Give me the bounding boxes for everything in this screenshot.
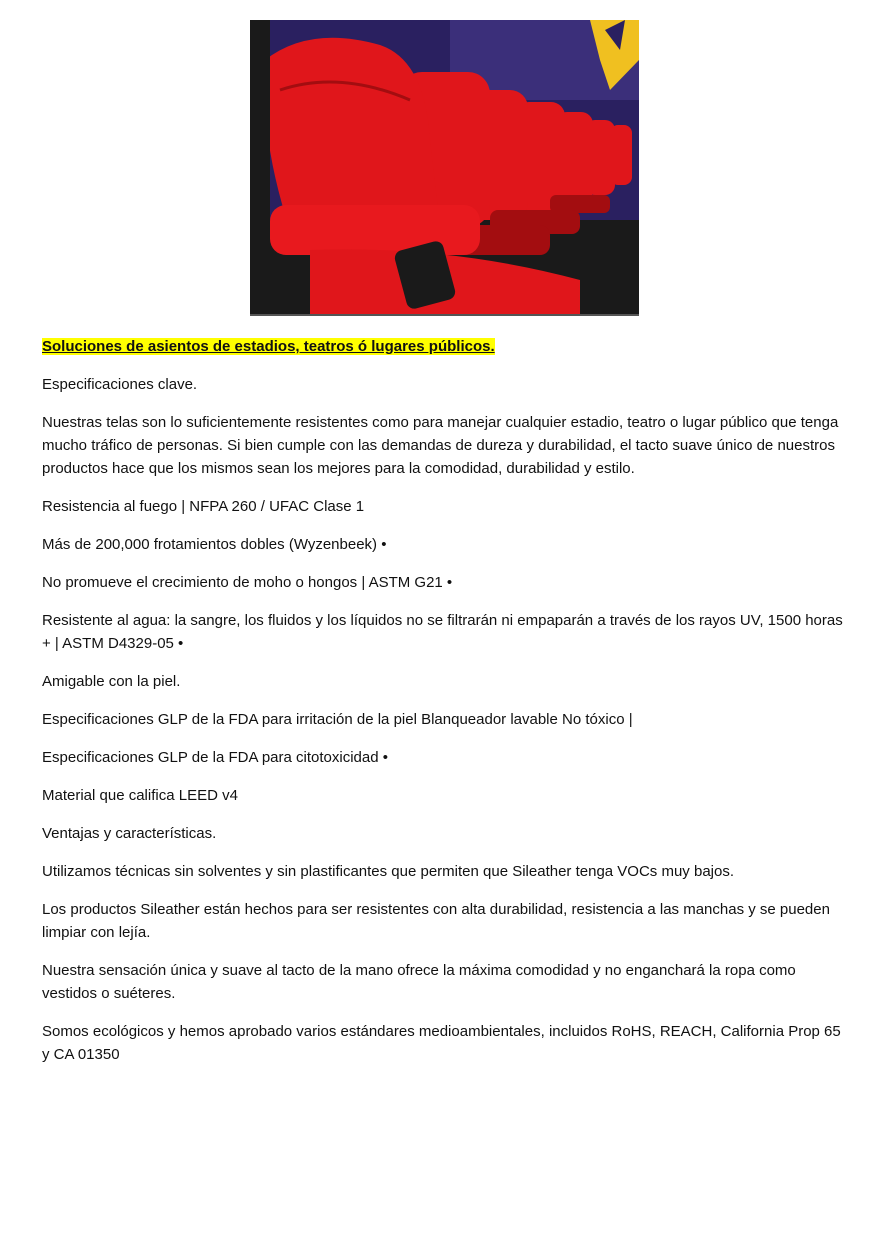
theater-seats-illustration	[250, 20, 639, 314]
paragraph-advantages: Ventajas y características.	[42, 825, 217, 842]
paragraph-mold: No promueve el crecimiento de moho o hongos | ASTM G21 •	[42, 574, 453, 591]
page-heading: Soluciones de asientos de estadios, teatros ó lugares públicos.	[42, 338, 495, 355]
paragraph-durability: Los productos Sileather están hechos para ser resistentes con alta durabilidad, resistencia a las manchas y se pueden limpiar con lejía.	[42, 901, 830, 941]
paragraph-leed: Material que califica LEED v4	[42, 787, 238, 804]
paragraph-fda-irritation: Especificaciones GLP de la FDA para irritación de la piel Blanqueador lavable No tóxico |	[42, 711, 633, 728]
paragraph-skin-friendly: Amigable con la piel.	[42, 673, 181, 690]
paragraph-fda-cytotoxicity: Especificaciones GLP de la FDA para citotoxicidad •	[42, 749, 388, 766]
document-body	[42, 335, 852, 1081]
paragraph-eco: Somos ecológicos y hemos aprobado varios estándares medioambientales, incluidos RoHS, REACH, California Prop 65 y CA 01350	[42, 1023, 841, 1063]
paragraph-fire-resistance: Resistencia al fuego | NFPA 260 / UFAC Clase 1	[42, 498, 365, 515]
paragraph-water-resistance: Resistente al agua: la sangre, los fluidos y los líquidos no se filtrarán ni empaparán a través de los rayos UV, 1500 horas + | ASTM D4329-05 •	[42, 612, 843, 652]
theater-seats-photo	[250, 20, 639, 316]
paragraph-key-specs: Especificaciones clave.	[42, 376, 198, 393]
paragraph-intro: Nuestras telas son lo suficientemente resistentes como para manejar cualquier estadio, teatro o lugar público que tenga mucho tráfico de personas. Si bien cumple con las demandas de dureza y durabilidad, el tacto suave único de nuestros productos hace que los mismos sean los mejores para la comodidad, durabilidad y estilo.	[42, 414, 839, 477]
paragraph-double-rubs: Más de 200,000 frotamientos dobles (Wyzenbeek) •	[42, 536, 387, 553]
paragraph-vocs: Utilizamos técnicas sin solventes y sin plastificantes que permiten que Sileather tenga VOCs muy bajos.	[42, 863, 734, 880]
paragraph-soft-touch: Nuestra sensación única y suave al tacto de la mano ofrece la máxima comodidad y no enganchará la ropa como vestidos o suéteres.	[42, 962, 796, 1002]
